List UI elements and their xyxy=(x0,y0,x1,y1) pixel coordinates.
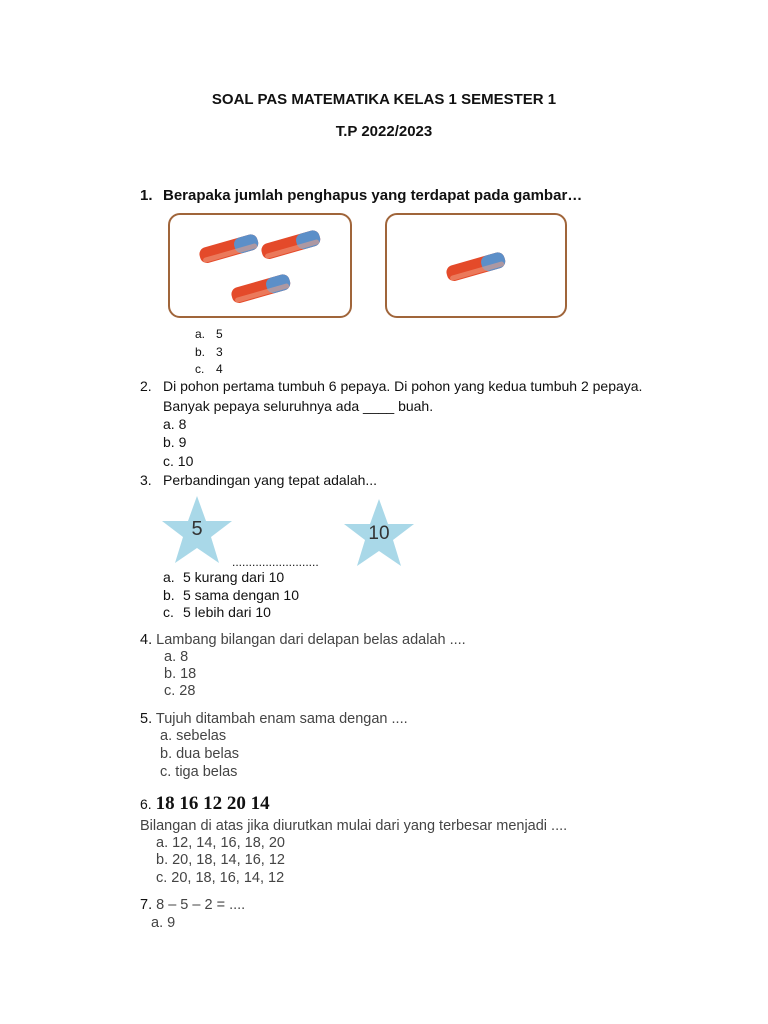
q1-option-a-value: 5 xyxy=(216,327,223,341)
question-4-text: Lambang bilangan dari delapan belas adalah .... xyxy=(156,632,466,648)
q1-option-c-value: 4 xyxy=(216,362,223,376)
q4-option-c: c. 28 xyxy=(164,683,196,699)
q3-option-b-value: 5 sama dengan 10 xyxy=(183,587,299,603)
eraser-box-right xyxy=(385,213,567,318)
question-6-text: Bilangan di atas jika diurutkan mulai dari yang terbesar menjadi .... xyxy=(140,818,568,834)
star-right-label: 10 xyxy=(368,523,390,544)
question-2-line2: Banyak pepaya seluruhnya ada ____ buah. xyxy=(163,398,434,414)
question-7-text: 8 – 5 – 2 = .... xyxy=(156,897,246,913)
q3-option-a-value: 5 kurang dari 10 xyxy=(183,569,285,585)
question-3-text: Perbandingan yang tepat adalah... xyxy=(163,472,378,488)
question-7-number: 7. xyxy=(140,897,153,913)
q3-option-a-letter: a. xyxy=(163,569,175,585)
question-6-numbers: 18 16 12 20 14 xyxy=(155,793,270,814)
q4-option-a: a. 8 xyxy=(164,649,189,665)
question-4-number: 4. xyxy=(140,632,153,648)
q2-option-b: b. 9 xyxy=(163,434,187,450)
star-left xyxy=(160,494,234,566)
q5-option-a: a. sebelas xyxy=(160,728,227,744)
q2-option-c: c. 10 xyxy=(163,453,194,469)
q4-option-b: b. 18 xyxy=(164,666,197,682)
eraser-icon-group-single xyxy=(387,215,565,316)
question-5 xyxy=(140,711,408,727)
q1-option-b-value: 3 xyxy=(216,345,223,359)
question-2-line1: Di pohon pertama tumbuh 6 pepaya. Di pohon yang kedua tumbuh 2 pepaya. xyxy=(163,378,643,394)
question-7 xyxy=(140,897,245,913)
eraser-box-left xyxy=(168,213,352,318)
q6-option-c: c. 20, 18, 16, 14, 12 xyxy=(156,870,285,886)
question-6-number: 6. xyxy=(140,796,152,812)
q1-option-a-letter: a. xyxy=(195,327,206,341)
q3-option-c-letter: c. xyxy=(163,604,174,620)
eraser-icon-group xyxy=(170,215,350,316)
eraser-icon xyxy=(260,229,322,261)
question-1-text: Berapaka jumlah penghapus yang terdapat pada gambar… xyxy=(163,187,583,204)
q1-option-b-letter: b. xyxy=(195,345,206,359)
star-left-label: 5 xyxy=(191,518,203,540)
eraser-icon xyxy=(445,251,507,283)
question-6-header xyxy=(140,793,270,815)
question-4 xyxy=(140,632,466,648)
question-5-text: Tujuh ditambah enam sama dengan .... xyxy=(155,711,408,727)
q2-option-a: a. 8 xyxy=(163,416,187,432)
q6-option-a: a. 12, 14, 16, 18, 20 xyxy=(156,835,285,851)
star-right xyxy=(342,497,416,569)
q5-option-b: b. dua belas xyxy=(160,746,240,762)
q5-option-c: c. tiga belas xyxy=(160,764,238,780)
question-3-number: 3. xyxy=(140,472,152,488)
question-5-number: 5. xyxy=(140,711,153,727)
eraser-icon xyxy=(230,273,292,305)
question-2-number: 2. xyxy=(140,378,152,394)
eraser-icon xyxy=(198,233,260,265)
q6-option-b: b. 20, 18, 14, 16, 12 xyxy=(156,852,285,868)
q1-option-c-letter: c. xyxy=(195,362,205,376)
q3-option-c-value: 5 lebih dari 10 xyxy=(183,604,271,620)
page-title: SOAL PAS MATEMATIKA KELAS 1 SEMESTER 1 xyxy=(211,91,557,108)
q3-option-b-letter: b. xyxy=(163,587,175,603)
school-year: T.P 2022/2023 xyxy=(335,123,433,140)
question-1-number: 1. xyxy=(140,187,153,204)
q7-option-a: a. 9 xyxy=(151,915,176,931)
comparison-blank: .......................... xyxy=(232,555,319,569)
